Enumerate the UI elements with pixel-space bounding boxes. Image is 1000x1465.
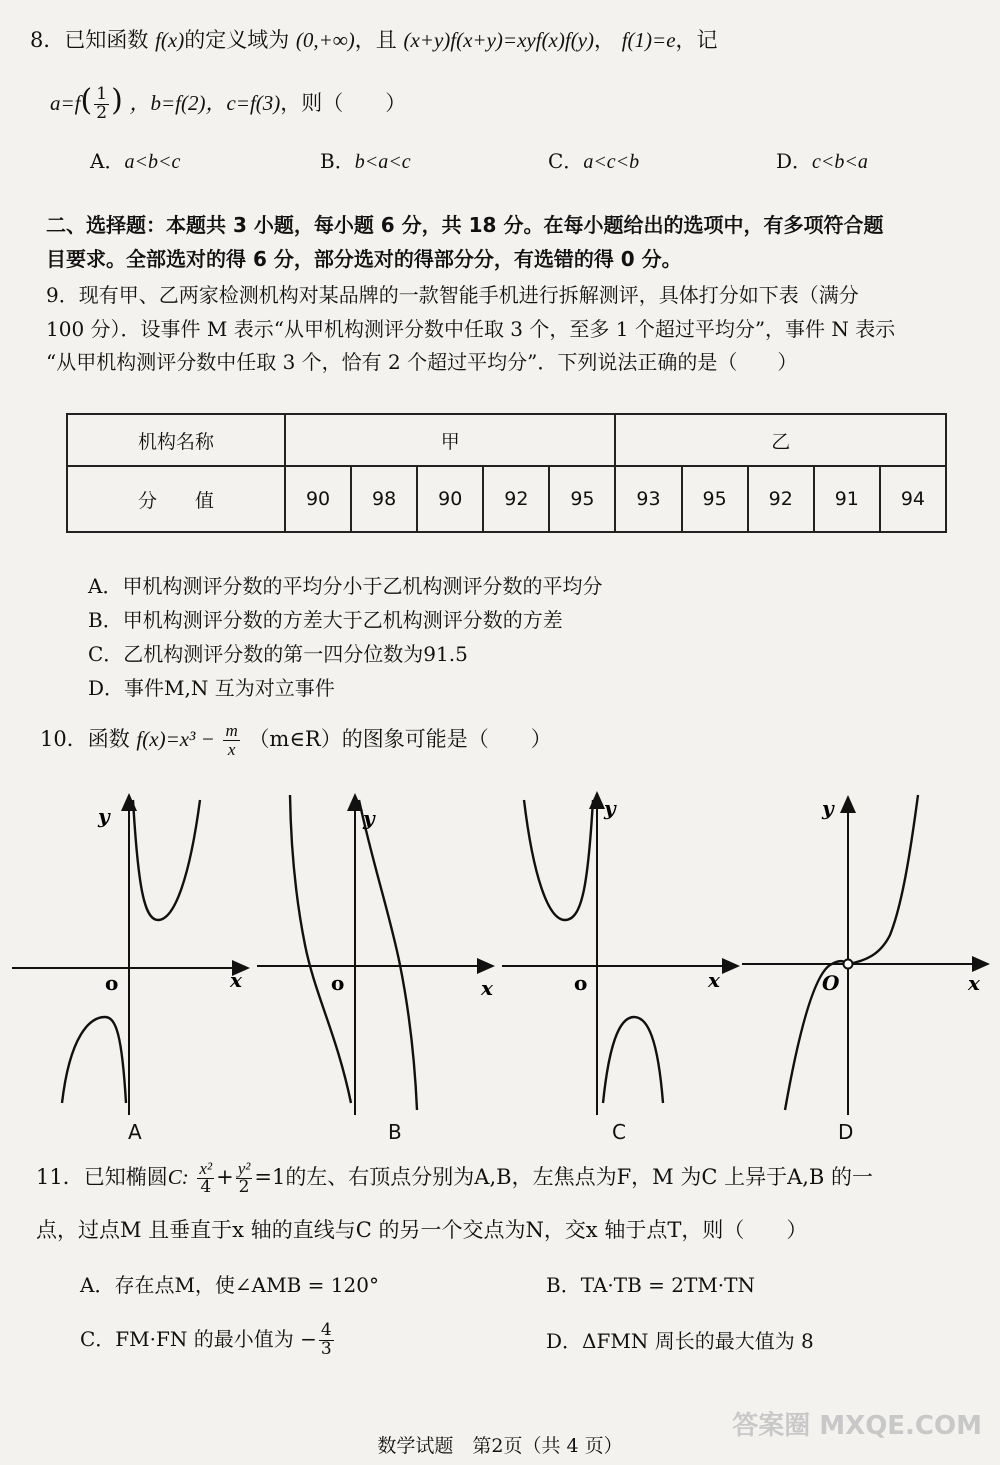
q11-line2: 点，过点M 且垂直于x 轴的直线与C 的另一个交点为N，交x 轴于点T，则（ ） [36,1218,808,1242]
score-b-4: 91 [814,466,880,532]
graph-label-d: D [838,1120,854,1144]
origin-label: o [574,971,588,995]
q8-option-c: C．a<c<b [548,149,640,173]
q8-option-d: D．c<b<a [776,149,868,173]
q8-line2: a=f( $\frac{1}{2}$ ) ，b=f(2)，c=f(3)，则（ ） [50,82,407,123]
q11-option-d: D．ΔFMN 周长的最大值为 8 [546,1329,814,1353]
q11-line1: 11．已知椭圆C: $\frac{\text{x²}}{4}$ + $\frac{\text{y²}}{2}$ =1的左、右顶点分别为A,B，左焦点为F，M 为C 上异于A,B 的一 [36,1159,874,1197]
q9-option-c: C．乙机构测评分数的第一四分位数为91.5 [88,642,468,666]
graph-label-c: C [612,1120,626,1144]
y-label: y [363,806,375,830]
table-header-row [67,414,946,466]
score-b-2: 95 [682,466,748,532]
curve-left-branch [524,800,593,920]
score-b-5: 94 [880,466,946,532]
score-a-2: 98 [351,466,417,532]
origin-label: o [105,971,119,995]
section2-instructions-line1: 二、选择题：本题共 3 小题，每小题 6 分，共 18 分。在每小题给出的选项中，有多项符合题 [46,213,884,237]
graph-label-a: A [128,1120,142,1144]
header-cell-org-a: 甲 [285,414,615,466]
score-b-3: 92 [748,466,814,532]
curve-left-branch [290,795,351,1103]
q9-line1: 9．现有甲、乙两家检测机构对某品牌的一款智能手机进行拆解测评，具体打分如下表（满分 [46,283,859,307]
watermark-logo: 答案圈 MXQE.COM [732,1411,982,1441]
origin-label: o [331,971,345,995]
x-label: x [481,976,493,1000]
curve-right-branch [848,795,918,964]
graph-d [740,785,995,1120]
graph-b [255,785,500,1120]
q11-option-c: C．FM·FN 的最小值为 − $\frac{4}{3}$ [80,1320,332,1359]
q8-option-b: B．b<a<c [320,149,411,173]
q9-option-d: D．事件M,N 互为对立事件 [88,676,335,700]
score-row-label: 分 值 [67,466,285,532]
y-label: y [822,796,834,820]
graph-label-b: B [388,1120,402,1144]
x-label: x [968,971,980,995]
header-cell-org-name: 机构名称 [67,414,285,466]
q8-option-a: A．a<b<c [90,149,181,173]
score-table [66,413,947,533]
curve-left-branch [62,1017,126,1103]
q9-line2: 100 分）．设事件 M 表示“从甲机构测评分数中任取 3 个，至多 1 个超过平均分”，事件 N 表示 [46,317,896,341]
q11-option-b: B．TA·TB = 2TM·TN [546,1273,755,1297]
score-a-3: 90 [417,466,483,532]
header-cell-org-b: 乙 [615,414,946,466]
score-a-5: 95 [549,466,615,532]
x-label: x [230,968,242,992]
q11-option-a: A．存在点M，使∠AMB = 120° [80,1273,379,1297]
graph-c [500,785,745,1120]
curve-right-branch [133,800,200,920]
score-a-4: 92 [483,466,549,532]
origin-label: O [822,971,840,995]
section2-instructions-line2: 目要求。全部选对的得 6 分，部分选对的得部分分，有选错的得 0 分。 [46,247,682,271]
x-label: x [708,968,720,992]
score-a-1: 90 [285,466,351,532]
q9-line3: “从甲机构测评分数中任取 3 个，恰有 2 个超过平均分”．下列说法正确的是（ ） [46,350,798,374]
y-label: y [604,796,616,820]
score-b-1: 93 [615,466,681,532]
curve-right-branch [359,800,417,1110]
q9-option-b: B．甲机构测评分数的方差大于乙机构测评分数的方差 [88,608,563,632]
q8-line1: 8．已知函数 f(x)的定义域为 (0,+∞)，且 (x+y)f(x+y)=xyf(x)f(y)， f(1)=e，记 [30,28,718,52]
graph-a [10,785,255,1120]
hollow-point [844,960,853,969]
curve-right-branch [603,1017,663,1103]
y-label: y [98,804,110,828]
q9-option-a: A．甲机构测评分数的平均分小于乙机构测评分数的平均分 [88,574,603,598]
q10-stem: 10．函数 f(x)=x³ − $\frac{m}{x}$ （m∈R）的图象可能是（ ） [40,721,552,759]
table-score-row [67,466,946,532]
page-footer: 数学试题 第2页（共 4 页） [377,1435,623,1457]
